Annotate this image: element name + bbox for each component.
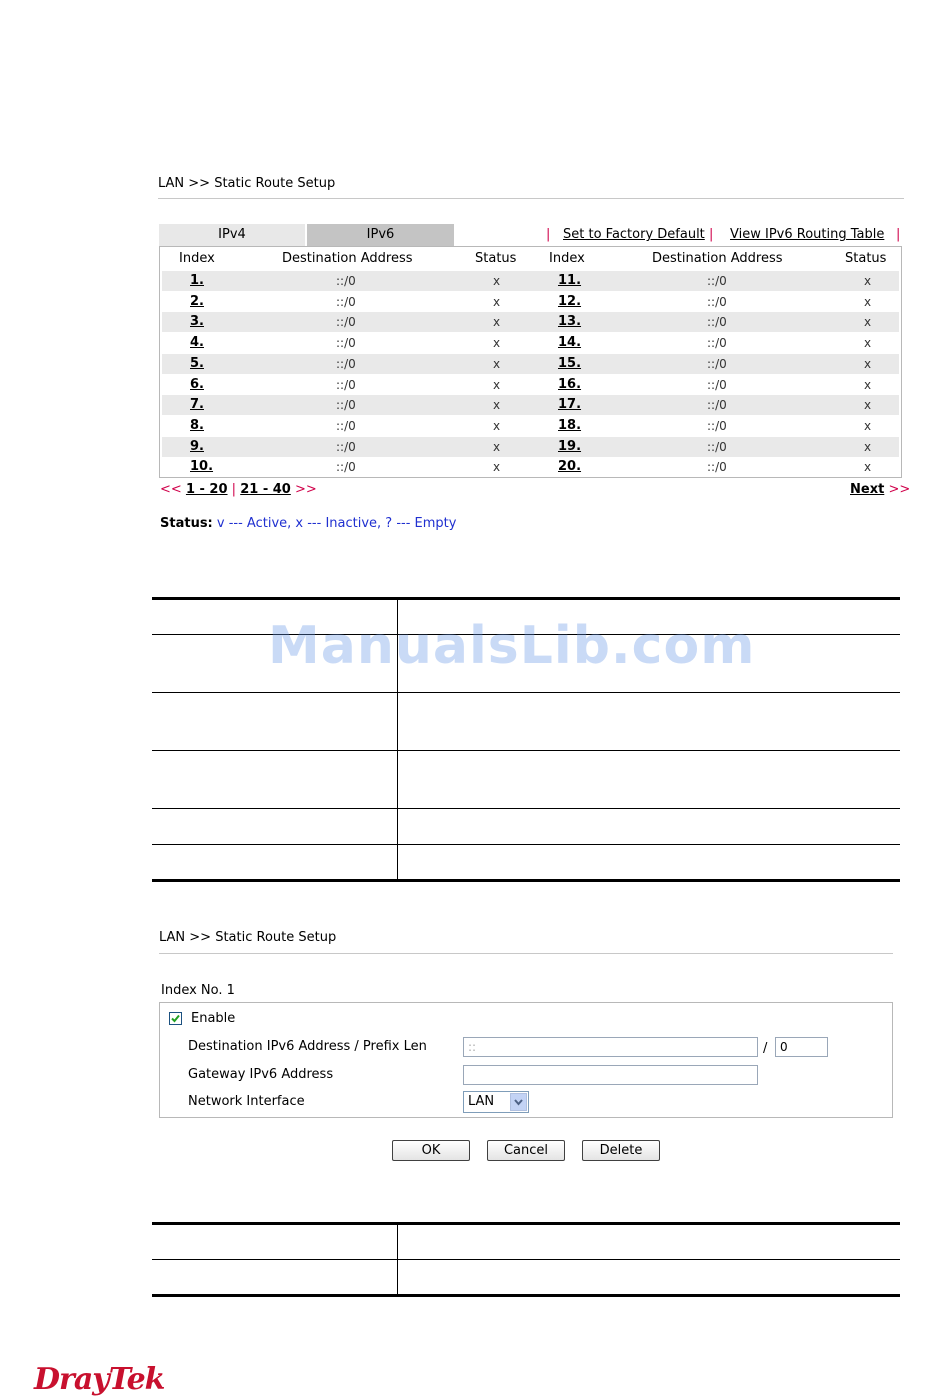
status-cell: x: [864, 439, 872, 454]
route-index-link[interactable]: 17.: [558, 397, 582, 413]
index-number-label: Index No. 1: [161, 983, 235, 998]
dropdown-arrow[interactable]: [510, 1093, 527, 1111]
enable-label: Enable: [191, 1011, 236, 1026]
dest-address-cell: ::/0: [707, 377, 727, 392]
status-cell: x: [493, 294, 501, 309]
tab-ipv6[interactable]: IPv6: [307, 224, 454, 246]
route-index-link[interactable]: 19.: [558, 438, 582, 454]
table-row: [162, 437, 899, 457]
table-row: [162, 333, 899, 353]
dest-address-cell: ::/0: [336, 377, 356, 392]
dest-address-cell: ::/0: [336, 439, 356, 454]
route-index-link[interactable]: 6.: [190, 376, 204, 392]
dest-address-cell: ::/0: [707, 398, 727, 413]
page-title-1: LAN >> Static Route Setup: [158, 176, 336, 191]
table-border-bottom: [152, 879, 900, 882]
table-row: [162, 312, 899, 332]
table-row-divider: [152, 1259, 900, 1260]
status-cell: x: [864, 274, 872, 288]
dest-address-cell: ::/0: [707, 439, 727, 454]
route-index-link[interactable]: 14.: [558, 335, 582, 351]
status-cell: x: [864, 294, 872, 309]
table-row: [162, 395, 899, 415]
route-index-link[interactable]: 20.: [558, 459, 582, 475]
pager-right: [850, 482, 910, 497]
dest-address-cell: ::/0: [336, 418, 356, 433]
page-title-2: LAN >> Static Route Setup: [159, 930, 337, 945]
status-cell: x: [864, 398, 872, 413]
page-21-40-link[interactable]: 21 - 40: [240, 482, 291, 497]
view-routing-table-link[interactable]: View IPv6 Routing Table: [730, 227, 885, 242]
network-interface-label: Network Interface: [188, 1094, 305, 1109]
legend-label: Status:: [160, 516, 213, 531]
status-cell: x: [493, 398, 501, 413]
route-index-link[interactable]: 7.: [190, 397, 204, 413]
table-row: [162, 416, 899, 436]
route-index-link[interactable]: 16.: [558, 376, 582, 392]
enable-checkbox[interactable]: [169, 1012, 182, 1025]
status-cell: x: [864, 356, 872, 371]
dest-address-cell: ::/0: [707, 294, 727, 309]
pager-left: [160, 482, 317, 497]
header-index-right: Index: [549, 251, 585, 266]
next-arrows: >>: [888, 482, 911, 497]
table-border-top: [152, 597, 900, 600]
table-row: [162, 271, 899, 291]
route-index-link[interactable]: 11.: [558, 273, 582, 288]
prefix-slash: /: [763, 1041, 768, 1056]
network-interface-value: LAN: [468, 1094, 495, 1109]
legend-text: v --- Active, x --- Inactive, ? --- Empty: [216, 516, 457, 531]
dest-address-cell: ::/0: [336, 274, 356, 288]
set-factory-default-link[interactable]: Set to Factory Default: [563, 227, 705, 242]
status-cell: x: [493, 336, 501, 351]
tab-ipv4[interactable]: IPv4: [159, 224, 305, 246]
description-table-2: [152, 1222, 900, 1297]
table-border-bottom: [152, 1294, 900, 1297]
table-row: [162, 354, 899, 374]
route-index-link[interactable]: 9.: [190, 438, 204, 454]
prefix-len-input[interactable]: 0: [775, 1037, 828, 1057]
cancel-button[interactable]: Cancel: [487, 1140, 565, 1161]
dest-address-cell: ::/0: [707, 315, 727, 330]
status-cell: x: [864, 418, 872, 433]
status-legend: [160, 516, 456, 531]
status-cell: x: [864, 377, 872, 392]
dest-address-cell: ::/0: [707, 356, 727, 371]
status-cell: x: [493, 439, 501, 454]
dest-address-cell: ::/0: [336, 315, 356, 330]
route-table: [159, 246, 902, 478]
route-index-link[interactable]: 3.: [190, 314, 204, 330]
status-cell: x: [493, 418, 501, 433]
route-index-link[interactable]: 12.: [558, 293, 582, 309]
next-link[interactable]: Next: [850, 482, 885, 497]
title-divider-2: [159, 953, 893, 954]
pager-separator: |: [231, 482, 237, 497]
status-cell: x: [493, 460, 501, 475]
page-1-20-link[interactable]: 1 - 20: [185, 482, 228, 497]
ok-button[interactable]: OK: [392, 1140, 470, 1161]
next-arrows-left: >>: [294, 482, 317, 497]
dest-address-label: Destination IPv6 Address / Prefix Len: [188, 1039, 427, 1054]
status-cell: x: [493, 377, 501, 392]
table-column-divider: [397, 1222, 398, 1297]
dest-address-cell: ::/0: [707, 336, 727, 351]
draytek-logo: DrayTek: [34, 1362, 165, 1397]
route-index-link[interactable]: 15.: [558, 355, 582, 371]
table-border-top: [152, 1222, 900, 1225]
gateway-label: Gateway IPv6 Address: [188, 1067, 334, 1082]
table-row: [162, 292, 899, 312]
gateway-input[interactable]: [463, 1065, 758, 1085]
link-separator: |: [709, 227, 714, 242]
link-separator: |: [546, 227, 551, 242]
table-row: [162, 457, 899, 477]
table-row-divider: [152, 750, 900, 751]
status-cell: x: [493, 315, 501, 330]
chevron-down-icon: [511, 1094, 526, 1110]
dest-address-cell: ::/0: [336, 460, 356, 475]
header-dest-left: Destination Address: [282, 251, 413, 266]
header-status-right: Status: [845, 251, 887, 266]
route-index-link[interactable]: 18.: [558, 417, 582, 433]
checkmark-icon: [170, 1013, 181, 1024]
dest-address-cell: ::/0: [707, 418, 727, 433]
table-row: [162, 375, 899, 395]
header-index-left: Index: [179, 251, 215, 266]
route-index-link[interactable]: 13.: [558, 314, 582, 330]
status-cell: x: [493, 274, 501, 288]
table-row-divider: [152, 844, 900, 845]
dest-address-cell: ::/0: [336, 356, 356, 371]
link-separator: |: [896, 227, 901, 242]
table-row-divider: [152, 808, 900, 809]
route-index-link[interactable]: 1.: [190, 273, 204, 288]
header-status-left: Status: [475, 251, 517, 266]
dest-address-cell: ::/0: [707, 460, 727, 475]
dest-address-cell: ::/0: [336, 398, 356, 413]
header-dest-right: Destination Address: [652, 251, 783, 266]
route-index-link[interactable]: 5.: [190, 355, 204, 371]
dest-address-input[interactable]: ::: [463, 1037, 758, 1057]
route-index-link[interactable]: 10.: [190, 459, 214, 475]
delete-button[interactable]: Delete: [582, 1140, 660, 1161]
prev-arrows: <<: [160, 482, 182, 497]
network-interface-select[interactable]: [463, 1091, 529, 1113]
dest-address-cell: ::/0: [336, 294, 356, 309]
status-cell: x: [864, 336, 872, 351]
route-index-link[interactable]: 8.: [190, 417, 204, 433]
watermark: ManualsLib.com: [268, 616, 756, 676]
status-cell: x: [864, 460, 872, 475]
dest-address-cell: ::/0: [336, 336, 356, 351]
status-cell: x: [864, 315, 872, 330]
status-cell: x: [493, 356, 501, 371]
title-divider-1: [158, 198, 904, 199]
dest-address-cell: ::/0: [707, 274, 727, 288]
table-row-divider: [152, 692, 900, 693]
route-index-link[interactable]: 4.: [190, 335, 204, 351]
route-index-link[interactable]: 2.: [190, 293, 204, 309]
